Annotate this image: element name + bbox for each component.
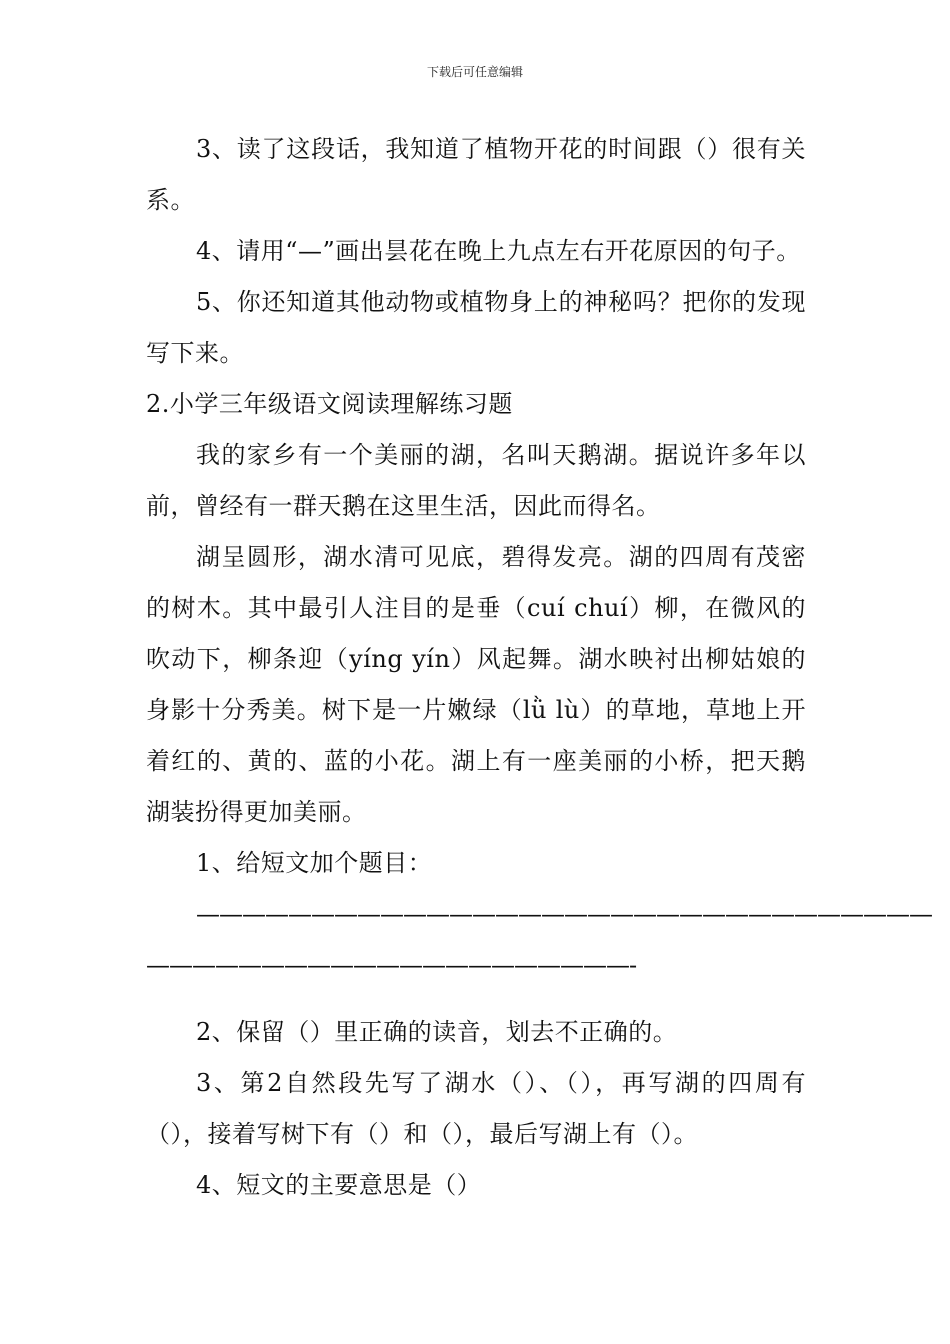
question-1-give-title: 1、给短文加个题目：	[196, 849, 433, 877]
answer-line: ————————————————————————————————	[196, 900, 932, 928]
passage-paragraph-2: 湖呈圆形，湖水清可见底，碧得发亮。湖的四周有茂密的树木。其中最引人注目的是垂（cuí chuí）柳，在微风的吹动下，柳条迎（yíng yín）风起舞。湖水映衬出柳姑娘的身影十分秀美。树下是一片嫩绿（lǜ lù）的草地，草地上开着红的、黄的、蓝的小花。湖上有一座美丽的小桥，把天鹅湖装扮得更加美丽。	[146, 543, 806, 826]
passage-paragraph-1: 我的家乡有一个美丽的湖，名叫天鹅湖。据说许多年以前，曾经有一群天鹅在这里生活，因此而得名。	[146, 441, 806, 520]
question-3-paragraph-structure: 3、第2自然段先写了湖水（）、（），再写湖的四周有（），接着写树下有（）和（），最后写湖上有（）。	[146, 1069, 806, 1148]
answer-line-continued: —————————————————————-	[146, 951, 637, 979]
spacer	[146, 991, 806, 1007]
document-body	[146, 124, 932, 1211]
section-title: 2.小学三年级语文阅读理解练习题	[146, 390, 513, 418]
question-3-plant-flowering: 3、读了这段话，我知道了植物开花的时间跟（）很有关系。	[146, 135, 806, 214]
question-2-pronunciation: 2、保留（）里正确的读音，划去不正确的。	[196, 1018, 678, 1046]
question-4-main-idea: 4、短文的主要意思是（）	[196, 1171, 482, 1199]
page-header-note: 下载后可任意编辑	[426, 65, 523, 79]
question-5-other-mysteries: 5、你还知道其他动物或植物身上的神秘吗？把你的发现写下来。	[146, 288, 806, 367]
question-4-underline-sentence: 4、请用“—”画出昙花在晚上九点左右开花原因的句子。	[196, 237, 801, 265]
